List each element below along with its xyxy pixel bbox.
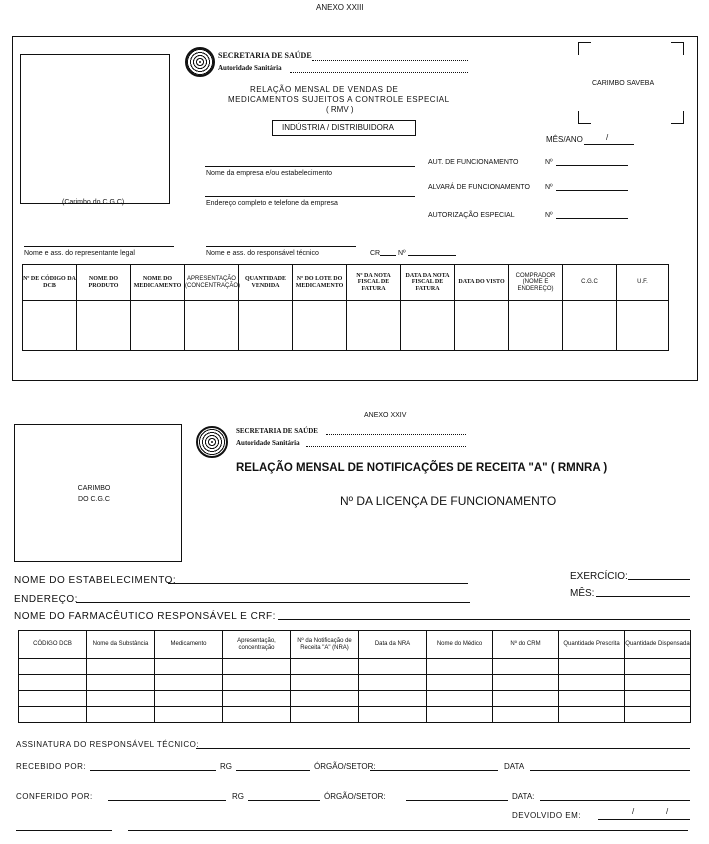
- data-label-1: DATA: [504, 762, 525, 771]
- rep-legal-label: Nome e ass. do representante legal: [24, 250, 135, 257]
- table-cell[interactable]: [19, 659, 87, 675]
- assinatura-field[interactable]: [196, 748, 690, 749]
- annex-xxiii-label: ANEXO XXIII: [316, 3, 364, 12]
- table-cell[interactable]: [359, 691, 427, 707]
- conferido-label: CONFERIDO POR:: [16, 792, 93, 801]
- autoridade-label-b: Autoridade Sanitária: [236, 439, 300, 447]
- table-cell[interactable]: [223, 707, 291, 723]
- rg-label-2: RG: [232, 792, 244, 801]
- col-header-produto: NOME DO PRODUTO: [77, 265, 131, 301]
- table-cell[interactable]: [401, 301, 455, 351]
- table-cell[interactable]: [23, 301, 77, 351]
- devolvido-label: DEVOLVIDO EM:: [512, 811, 582, 820]
- table-row: [23, 301, 669, 351]
- table-cell[interactable]: [493, 659, 559, 675]
- rg-label-1: RG: [220, 762, 232, 771]
- secretaria-label-b: SECRETARIA DE SAÚDE: [236, 427, 318, 435]
- form-a-title-line3: ( RMV ): [326, 105, 354, 114]
- aut-especial-field[interactable]: [556, 218, 628, 219]
- table-cell[interactable]: [291, 659, 359, 675]
- carimbo-label-b: CARIMBO DO C.G.C: [77, 485, 111, 503]
- table-cell[interactable]: [185, 301, 239, 351]
- table-cell[interactable]: [559, 707, 625, 723]
- farmaceutico-label: NOME DO FARMACÊUTICO RESPONSÁVEL E CRF:: [14, 611, 276, 622]
- table-row: [19, 675, 691, 691]
- table-cell[interactable]: [559, 659, 625, 675]
- table-row: [19, 707, 691, 723]
- table-cell[interactable]: [359, 659, 427, 675]
- table-cell[interactable]: [223, 659, 291, 675]
- table-row: [19, 691, 691, 707]
- col-header-data-nota: DATA DA NOTA FISCAL DE FATURA: [401, 265, 455, 301]
- table-cell[interactable]: [427, 659, 493, 675]
- col-header-dcb: Nº DE CÓDIGO DA DCB: [23, 265, 77, 301]
- aut-especial-no: Nº: [545, 212, 553, 219]
- cr-label: CR: [370, 250, 381, 257]
- coat-of-arms-icon-b: [196, 426, 228, 458]
- col-header-apresentacao-b: Apresentação, concentração: [223, 631, 291, 659]
- table-cell[interactable]: [455, 301, 509, 351]
- table-cell[interactable]: [155, 675, 223, 691]
- col-header-qtd-prescrita: Quantidade Prescrita: [559, 631, 625, 659]
- col-header-qtd-dispensada: Quantidade Dispensada: [625, 631, 691, 659]
- carimbo-saveba-label: CARIMBO SAVEBA: [592, 80, 655, 87]
- table-cell[interactable]: [559, 691, 625, 707]
- col-header-medicamento-b: Medicamento: [155, 631, 223, 659]
- table-cell[interactable]: [359, 707, 427, 723]
- company-name-field[interactable]: [205, 166, 415, 167]
- rg-field-1[interactable]: [236, 770, 310, 771]
- rmv-table: [22, 264, 669, 351]
- data-field-2[interactable]: [540, 800, 690, 801]
- table-cell[interactable]: [625, 675, 691, 691]
- form-a-title-line1: RELAÇÃO MENSAL DE VENDAS DE: [250, 85, 399, 94]
- alvara-no: Nº: [545, 184, 553, 191]
- table-cell[interactable]: [427, 675, 493, 691]
- table-cell[interactable]: [625, 691, 691, 707]
- recebido-field[interactable]: [90, 770, 216, 771]
- table-cell[interactable]: [291, 691, 359, 707]
- annex-xxiv-label: ANEXO XXIV: [364, 412, 407, 419]
- table-cell[interactable]: [493, 707, 559, 723]
- farmaceutico-field[interactable]: [278, 619, 690, 620]
- col-header-crm: Nº do CRM: [493, 631, 559, 659]
- table-cell[interactable]: [293, 301, 347, 351]
- table-cell[interactable]: [87, 691, 155, 707]
- mes-ano-slash: /: [606, 133, 609, 142]
- devolvido-slash-1: /: [632, 807, 635, 816]
- rg-field-2[interactable]: [248, 800, 320, 801]
- aut-func-field[interactable]: [556, 165, 628, 166]
- nome-estab-field[interactable]: [168, 583, 468, 584]
- exercicio-label: EXERCÍCIO:: [570, 571, 628, 582]
- coat-of-arms-icon: [185, 47, 215, 77]
- data-label-2: DATA:: [512, 792, 535, 801]
- orgao-label-2: ÓRGÃO/SETOR:: [324, 792, 386, 801]
- carimbo-cgc-label: (Carimbo do C.G.C): [62, 199, 125, 206]
- table-cell[interactable]: [223, 675, 291, 691]
- col-header-comprador: COMPRADOR (NOME E ENDEREÇO): [509, 265, 563, 301]
- data-field-1[interactable]: [530, 770, 690, 771]
- rmnra-table: [18, 630, 691, 723]
- rep-legal-field[interactable]: [24, 246, 174, 247]
- col-header-medico: Nome do Médico: [427, 631, 493, 659]
- table-cell[interactable]: [427, 707, 493, 723]
- table-cell[interactable]: [223, 691, 291, 707]
- table-cell[interactable]: [617, 301, 669, 351]
- table-cell[interactable]: [563, 301, 617, 351]
- cgc-stamp-box: [20, 54, 170, 204]
- col-header-uf: U.F.: [617, 265, 669, 301]
- mes-label: MÊS:: [570, 588, 595, 599]
- orgao-label-1: ÓRGÃO/SETOR:: [314, 762, 376, 771]
- secretaria-label: SECRETARIA DE SAÚDE: [218, 51, 312, 60]
- col-header-nota: Nº DA NOTA FISCAL DE FATURA: [347, 265, 401, 301]
- table-cell[interactable]: [77, 301, 131, 351]
- table-cell[interactable]: [559, 675, 625, 691]
- cr-no-label: Nº: [398, 250, 406, 257]
- conferido-field[interactable]: [108, 800, 226, 801]
- table-cell[interactable]: [19, 675, 87, 691]
- table-cell[interactable]: [493, 675, 559, 691]
- resp-tecnico-field[interactable]: [206, 246, 356, 247]
- col-header-cgc: C.G.C: [563, 265, 617, 301]
- devolvido-slash-2: /: [666, 807, 669, 816]
- table-cell[interactable]: [87, 675, 155, 691]
- table-cell[interactable]: [239, 301, 293, 351]
- mes-field[interactable]: [596, 596, 690, 597]
- col-header-substancia: Nome da Substância: [87, 631, 155, 659]
- industry-label: INDÚSTRIA / DISTRIBUIDORA: [282, 123, 395, 132]
- table-cell[interactable]: [131, 301, 185, 351]
- table-cell[interactable]: [19, 691, 87, 707]
- table-row: [19, 659, 691, 675]
- bottom-line-left: [16, 830, 112, 831]
- table-cell[interactable]: [19, 707, 87, 723]
- licenca-label: Nº DA LICENÇA DE FUNCIONAMENTO: [340, 494, 557, 508]
- table-cell[interactable]: [155, 659, 223, 675]
- col-header-data-nra: Data da NRA: [359, 631, 427, 659]
- alvara-field[interactable]: [556, 190, 628, 191]
- autoridade-label: Autoridade Sanitária: [218, 64, 282, 72]
- devolvido-field[interactable]: [598, 819, 690, 820]
- address-field[interactable]: [205, 196, 415, 197]
- col-header-apresentacao: APRESENTAÇÃO (CONCENTRAÇÃO): [185, 265, 239, 301]
- exercicio-field[interactable]: [628, 579, 690, 580]
- col-header-notificacao: Nº da Notificação de Receita "A" (NRA): [291, 631, 359, 659]
- table-cell[interactable]: [625, 659, 691, 675]
- table-cell[interactable]: [291, 707, 359, 723]
- form-b-title: RELAÇÃO MENSAL DE NOTIFICAÇÕES DE RECEITA "A" ( RMNRA ): [236, 462, 608, 474]
- col-header-data-visto: DATA DO VISTO: [455, 265, 509, 301]
- col-header-lote: Nº DO LOTE DO MEDICAMENTO: [293, 265, 347, 301]
- table-cell[interactable]: [509, 301, 563, 351]
- mes-ano-label: MÊS/ANO: [546, 135, 583, 144]
- orgao-field-1[interactable]: [370, 770, 498, 771]
- col-header-codigo: CÓDIGO DCB: [19, 631, 87, 659]
- table-cell[interactable]: [87, 707, 155, 723]
- table-cell[interactable]: [291, 675, 359, 691]
- table-cell[interactable]: [427, 691, 493, 707]
- company-name-label: Nome da empresa e/ou estabelecimento: [206, 170, 333, 177]
- address-label: Endereço completo e telefone da empresa: [206, 200, 338, 207]
- orgao-field-2[interactable]: [406, 800, 508, 801]
- table-cell[interactable]: [87, 659, 155, 675]
- col-header-quantidade: QUANTIDADE VENDIDA: [239, 265, 293, 301]
- recebido-label: RECEBIDO POR:: [16, 762, 87, 771]
- aut-func-label: AUT. DE FUNCIONAMENTO: [428, 159, 519, 166]
- table-cell[interactable]: [359, 675, 427, 691]
- alvara-label: ALVARÁ DE FUNCIONAMENTO: [428, 184, 530, 191]
- endereco-label-b: ENDEREÇO:: [14, 594, 78, 605]
- aut-especial-label: AUTORIZAÇÃO ESPECIAL: [428, 212, 515, 219]
- nome-estab-label: NOME DO ESTABELECIMENTO:: [14, 575, 177, 586]
- aut-func-no: Nº: [545, 159, 553, 166]
- table-cell[interactable]: [493, 691, 559, 707]
- col-header-medicamento: NOME DO MEDICAMENTO: [131, 265, 185, 301]
- table-cell[interactable]: [625, 707, 691, 723]
- table-cell[interactable]: [155, 707, 223, 723]
- table-cell[interactable]: [347, 301, 401, 351]
- bottom-line-right: [128, 830, 688, 831]
- form-a-title-line2: MEDICAMENTOS SUJEITOS A CONTROLE ESPECIAL: [228, 95, 450, 104]
- endereco-field-b[interactable]: [76, 602, 470, 603]
- table-cell[interactable]: [155, 691, 223, 707]
- resp-tecnico-label: Nome e ass. do responsável técnico: [206, 250, 319, 257]
- assinatura-label: ASSINATURA DO RESPONSÁVEL TÉCNICO:: [16, 740, 200, 749]
